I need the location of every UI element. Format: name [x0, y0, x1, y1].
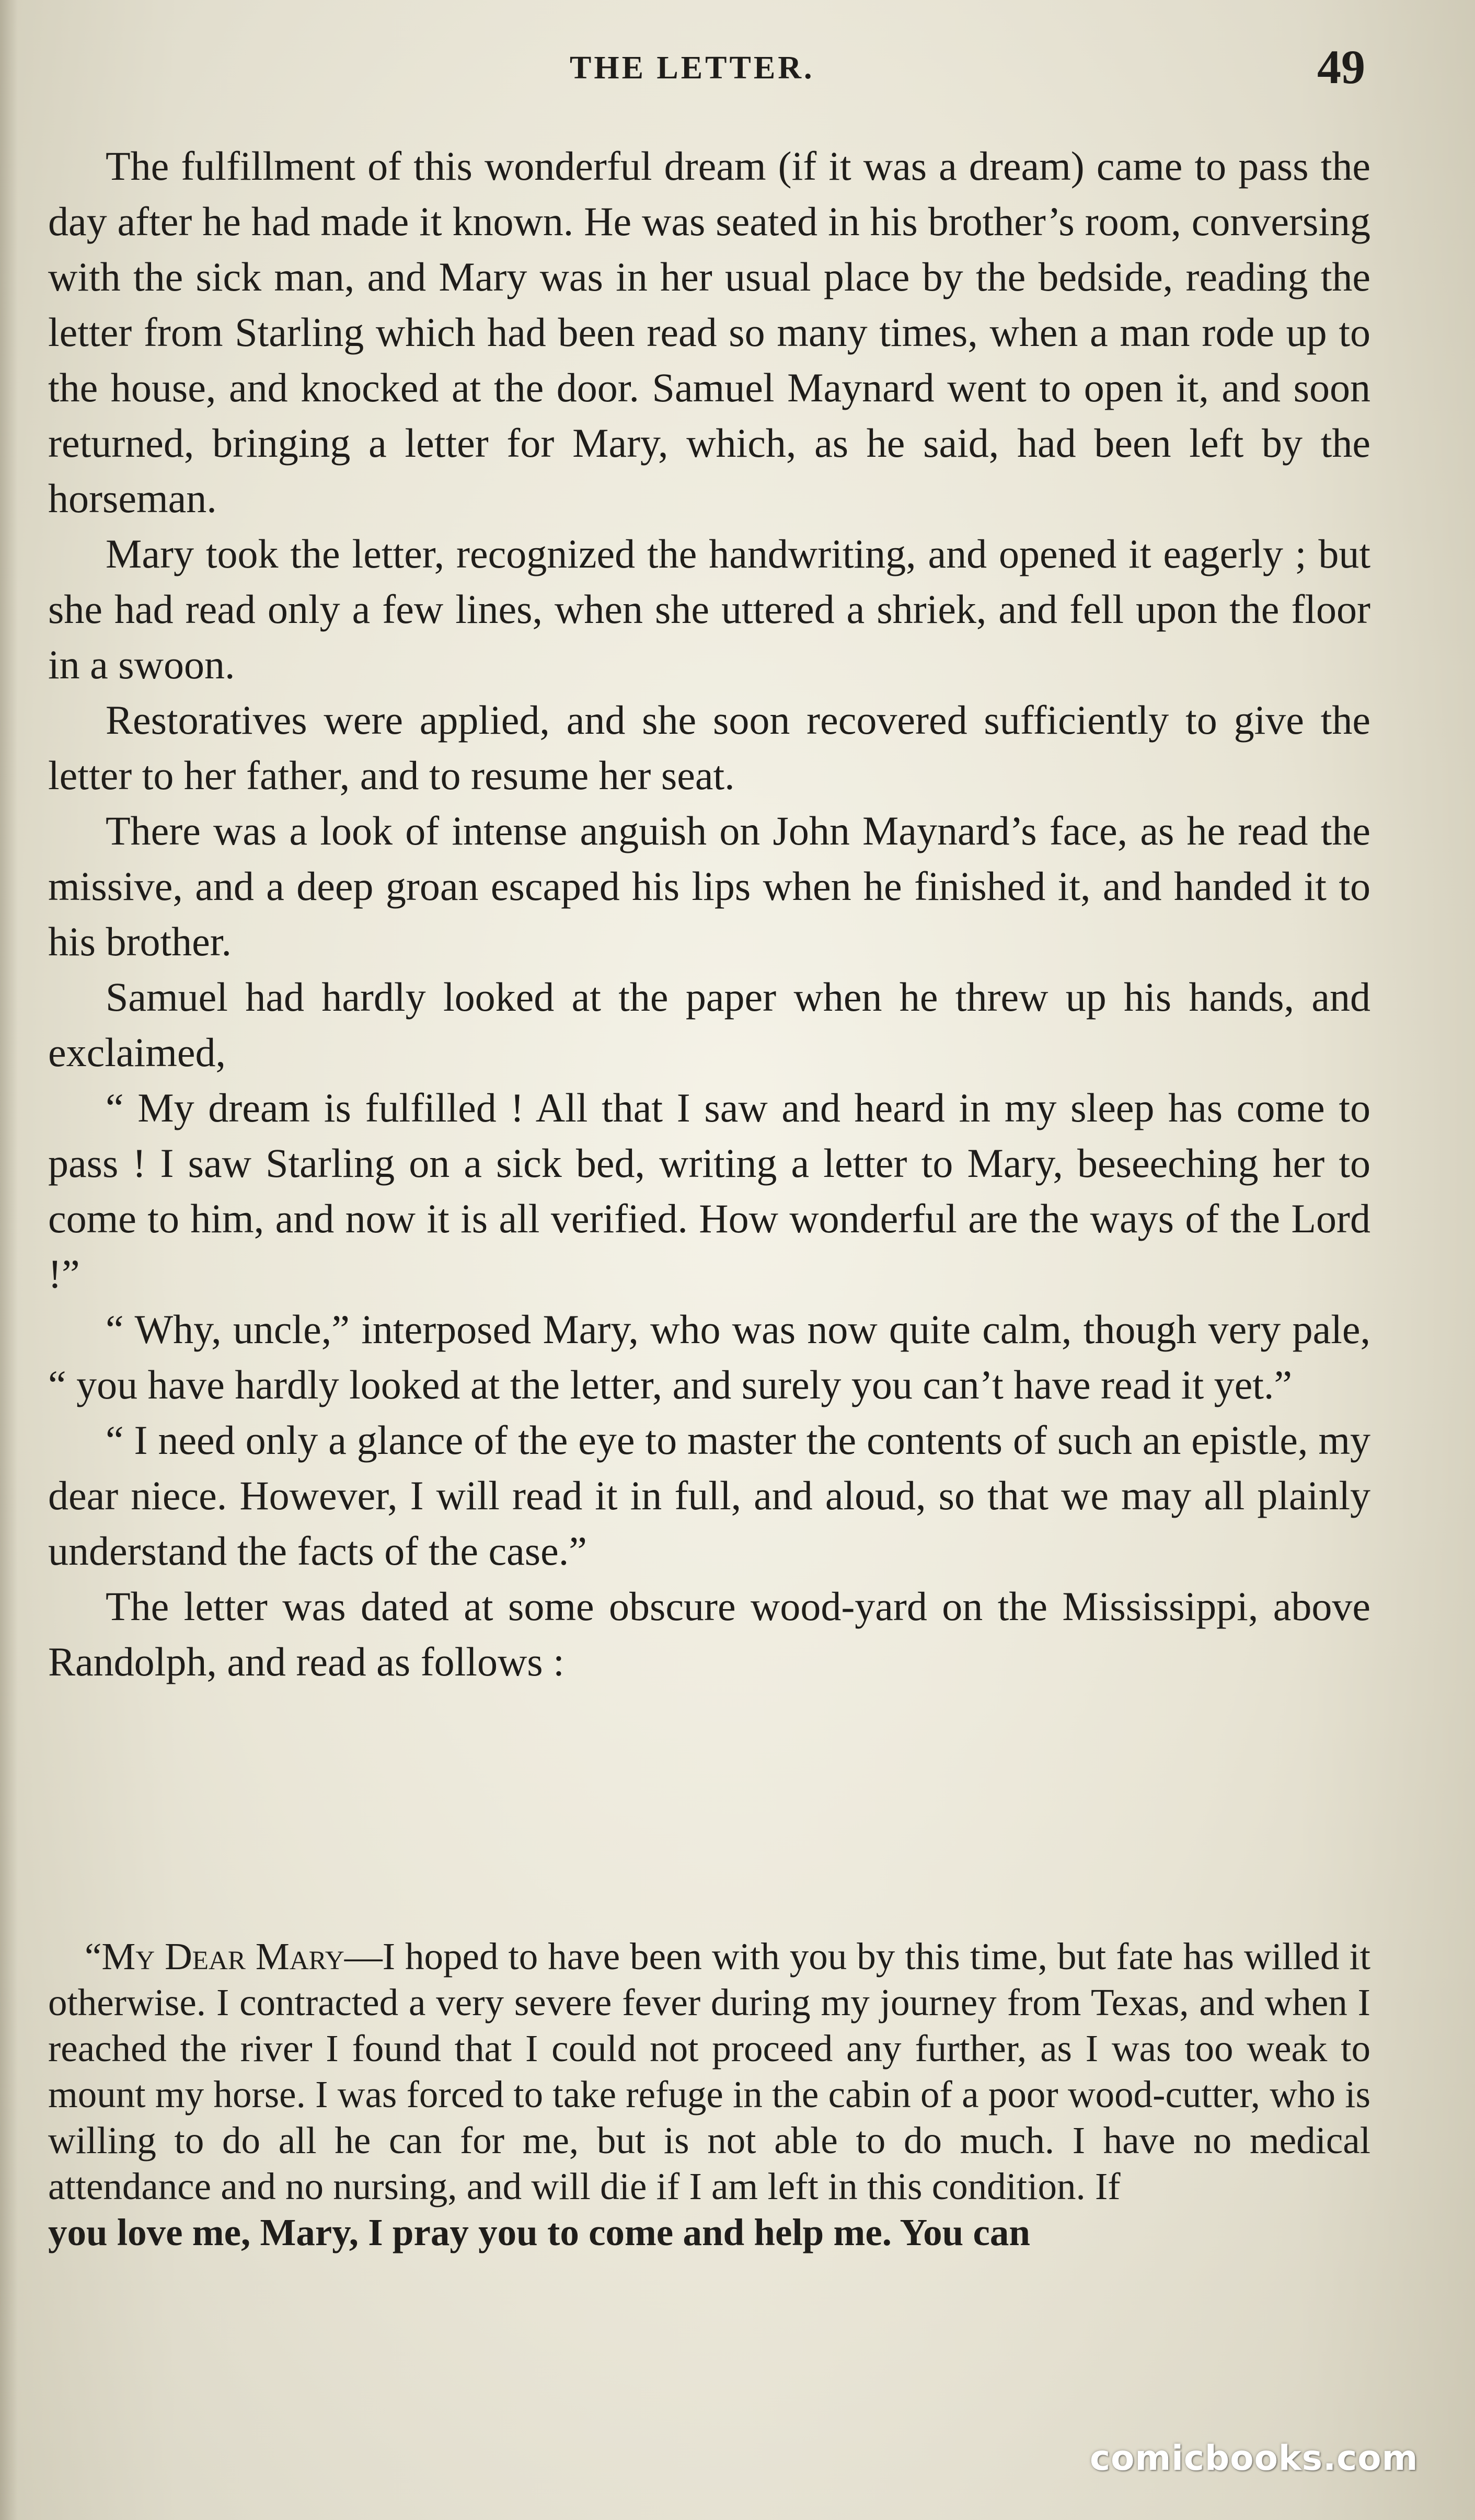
page-header [0, 39, 1475, 97]
watermark-logo: comicbooks.com [1090, 2438, 1419, 2478]
paragraph: The letter was dated at some obscure wood-yard on the Mississippi, above Randolph, and read as follows : [48, 1583, 1370, 1684]
letter-text: —I hoped to have been with you by this time, but fate has willed it otherwise. I contracted a very severe fever during my journey from Texas, and when I reached the river I found that I could not proceed any further, as I was too weak to mount my horse. I was forced to take refuge in the cabin of a poor wood-cutter, who is willing to do all he can for me, but is not able to do much. I have no medical attendance and no nursing, and will die if I am left in this condition. If [48, 1935, 1370, 2207]
letter-quote [48, 1934, 1370, 2256]
paragraph: Mary took the letter, recognized the handwriting, and opened it eagerly ; but she had read only a few lines, when she uttered a shriek, and fell upon the floor in a swoon. [48, 531, 1370, 687]
paragraph: Samuel had hardly looked at the paper when he threw up his hands, and exclaimed, [48, 974, 1370, 1075]
paragraph: Restoratives were applied, and she soon recovered sufficiently to give the letter to her father, and to resume her seat. [48, 697, 1370, 798]
body-text [48, 138, 1370, 1690]
running-head: THE LETTER. [570, 50, 815, 86]
letter-body [48, 1934, 1370, 2210]
paragraph: The fulfillment of this wonderful dream (if it was a dream) came to pass the day after he had made it known. He was seated in his brother’s room, conversing with the sick man, and Mary was in her usual place by the bedside, reading the letter from Starling which had been read so many times, when a man rode up to the house, and knocked at the door. Samuel Maynard went to open it, and soon returned, bringing a letter for Mary, which, as he said, had been left by the horseman. [48, 143, 1370, 521]
paragraph: “ I need only a glance of the eye to master the contents of such an epistle, my dear niece. However, I will read it in full, and aloud, so that we may all plainly understand the facts of the case.” [48, 1417, 1370, 1574]
letter-salutation: “My Dear Mary [85, 1935, 344, 1978]
paragraph: There was a look of intense anguish on John Maynard’s face, as he read the missive, and a deep groan escaped his lips when he finished it, and handed it to his brother. [48, 808, 1370, 964]
paragraph: “ My dream is fulfilled ! All that I saw and heard in my sleep has come to pass ! I saw Starling on a sick bed, writing a letter to Mary, beseeching her to come to him, and now it is all verified. How wonderful are the ways of the Lord !” [48, 1085, 1370, 1297]
page-number: 49 [1317, 40, 1365, 94]
paragraph: “ Why, uncle,” interposed Mary, who was now quite calm, though very pale, “ you have hardly looked at the letter, and surely you can’t have read it yet.” [48, 1307, 1370, 1407]
page-edge-shadow [0, 0, 18, 2520]
letter-last-line: you love me, Mary, I pray you to come and help me. You can [48, 2211, 1031, 2253]
